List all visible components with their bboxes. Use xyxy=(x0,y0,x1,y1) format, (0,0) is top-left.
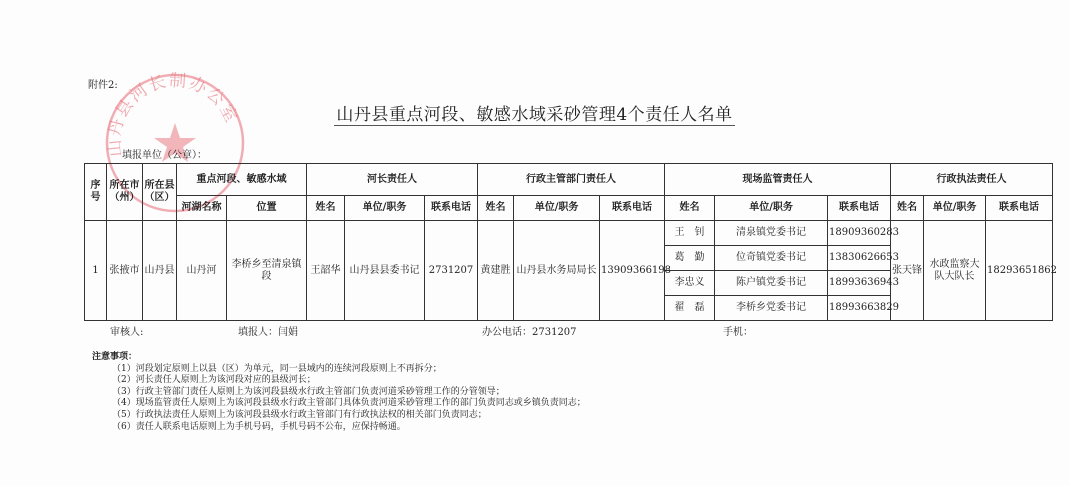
note-item: （5）行政执法责任人原则上为该河段县级水行政主管部门有行政执法权的相关部门负责同志； xyxy=(112,409,487,420)
header-admin: 行政主管部门责任人 xyxy=(478,164,665,196)
mobile-label: 手机： xyxy=(723,327,753,338)
reviewer-label: 审核人: xyxy=(110,327,144,338)
attachment-label: 附件2: xyxy=(88,80,118,91)
note-item: （2）河长责任人原则上为该河段对应的县级河长； xyxy=(112,375,316,386)
office-phone-label: 办公电话：2731207 xyxy=(482,327,577,338)
filler-label: 填报人：闫娟 xyxy=(238,327,298,338)
cell-location: 李桥乡至清泉镇段 xyxy=(227,221,307,321)
note-item: （6）责任人联系电话原则上为手机号码，手机号码不公布，应保持畅通。 xyxy=(112,421,406,432)
header-location: 位置 xyxy=(227,196,307,221)
header-chief-phone: 联系电话 xyxy=(425,196,478,221)
cell-chief-phone: 2731207 xyxy=(425,221,478,321)
header-river-group: 重点河段、敏感水域 xyxy=(177,164,307,196)
cell-site-unit: 清泉镇党委书记 xyxy=(715,221,828,246)
cell-chief-unit: 山丹县县委书记 xyxy=(345,221,425,321)
note-item: （3）行政主管部门责任人原则上为该河段县级水行政主管部门负责河道采砂管理工作的分管领导； xyxy=(112,386,505,397)
header-law: 行政执法责任人 xyxy=(891,164,1053,196)
header-city: 所在市（州） xyxy=(107,164,143,221)
document-title: 山丹县重点河段、敏感水域采砂管理4个责任人名单 xyxy=(336,105,733,125)
cell-admin-phone: 13909366198 xyxy=(600,221,665,321)
cell-site-phone: 13830626653 xyxy=(828,246,891,271)
header-river-name: 河湖名称 xyxy=(177,196,227,221)
table-row xyxy=(85,221,1053,246)
cell-seq: 1 xyxy=(85,221,107,321)
cell-site-phone: 18993636943 xyxy=(828,271,891,296)
cell-admin-name: 黄建胜 xyxy=(478,221,514,321)
cell-site-unit: 位奇镇党委书记 xyxy=(715,246,828,271)
header-river-chief: 河长责任人 xyxy=(307,164,478,196)
cell-site-name: 葛 勤 xyxy=(665,246,715,271)
header-admin-name: 姓名 xyxy=(478,196,514,221)
cell-site-name: 李忠义 xyxy=(665,271,715,296)
header-admin-phone: 联系电话 xyxy=(600,196,665,221)
note-item: （1）河段划定原则上以县（区）为单元，同一县域内的连续河段原则上不再拆分； xyxy=(112,363,442,374)
cell-site-name: 王 钊 xyxy=(665,221,715,246)
cell-site-unit: 陈户镇党委书记 xyxy=(715,271,828,296)
cell-admin-unit: 山丹县水务局局长 xyxy=(514,221,600,321)
header-law-name: 姓名 xyxy=(891,196,924,221)
notes-title: 注意事项： xyxy=(92,352,138,362)
header-site-unit: 单位/职务 xyxy=(715,196,828,221)
cell-river-name: 山丹河 xyxy=(177,221,227,321)
header-site-phone: 联系电话 xyxy=(828,196,891,221)
cell-law-unit: 水政监察大队大队长 xyxy=(924,221,986,321)
header-seq: 序号 xyxy=(85,164,107,221)
cell-county: 山丹县 xyxy=(143,221,177,321)
cell-site-unit: 李桥乡党委书记 xyxy=(715,296,828,321)
header-admin-unit: 单位/职务 xyxy=(514,196,600,221)
header-chief-name: 姓名 xyxy=(307,196,345,221)
filler-unit-label: 填报单位（公章）： xyxy=(122,150,207,161)
cell-site-phone: 18993663829 xyxy=(828,296,891,321)
cell-law-name: 张天锋 xyxy=(891,221,924,321)
table-subheader-row xyxy=(85,196,1053,221)
header-law-unit: 单位/职务 xyxy=(924,196,986,221)
note-item: （4）现场监管责任人原则上为该河段县级水行政主管部门具体负责河道采砂管理工作的部门负责同志或乡镇负责同志； xyxy=(112,398,586,409)
header-site-name: 姓名 xyxy=(665,196,715,221)
table-header-row xyxy=(85,164,1053,196)
seal-text: 山丹县河长制办公室 xyxy=(104,70,242,158)
cell-site-phone: 18909360283 xyxy=(828,221,891,246)
notes-section xyxy=(92,352,586,433)
cell-law-phone: 18293651862 xyxy=(986,221,1053,321)
cell-site-name: 翟 磊 xyxy=(665,296,715,321)
header-site: 现场监管责任人 xyxy=(665,164,891,196)
header-law-phone: 联系电话 xyxy=(986,196,1053,221)
cell-chief-name: 王韶华 xyxy=(307,221,345,321)
cell-city: 张掖市 xyxy=(107,221,143,321)
header-chief-unit: 单位/职务 xyxy=(345,196,425,221)
header-county: 所在县（区） xyxy=(143,164,177,221)
responsible-persons-table xyxy=(84,163,1058,321)
